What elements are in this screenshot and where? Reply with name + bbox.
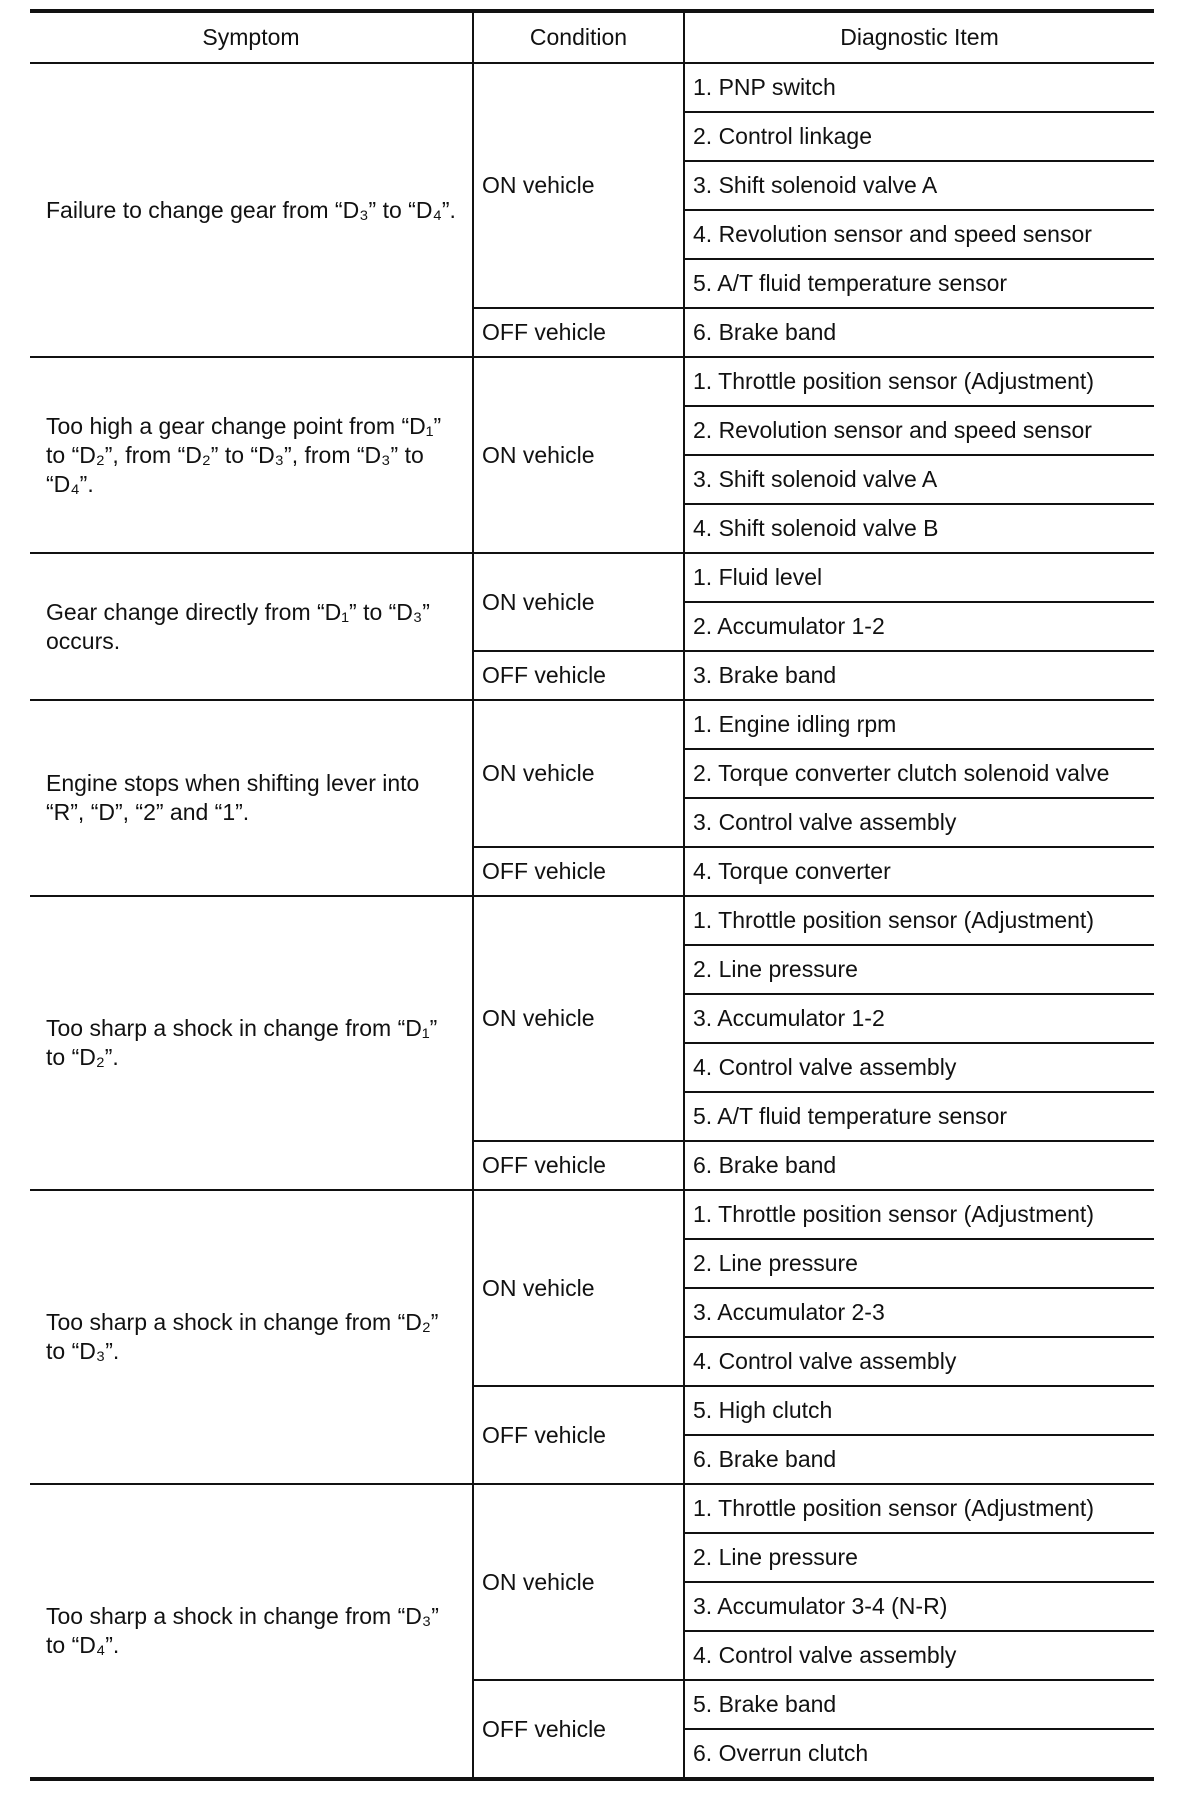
diagnostic-item-cell: 4. Control valve assembly (684, 1043, 1154, 1092)
header-diagnostic-item: Diagnostic Item (684, 11, 1154, 63)
diagnostic-item-cell: 2. Line pressure (684, 1239, 1154, 1288)
header-row (30, 11, 1154, 63)
diagnostic-item-cell: 6. Brake band (684, 1435, 1154, 1484)
condition-cell: ON vehicle (473, 553, 684, 651)
table-row (30, 553, 1154, 602)
diagnostic-item-cell: 4. Control valve assembly (684, 1337, 1154, 1386)
diagnostic-item-cell: 3. Accumulator 2-3 (684, 1288, 1154, 1337)
condition-cell: OFF vehicle (473, 308, 684, 357)
symptom-cell: Too sharp a shock in change from “D₂” to “D₃”. (30, 1190, 473, 1484)
table-row (30, 1190, 1154, 1239)
diagnostic-item-cell: 3. Brake band (684, 651, 1154, 700)
condition-cell: ON vehicle (473, 896, 684, 1141)
condition-cell: ON vehicle (473, 63, 684, 308)
condition-cell: OFF vehicle (473, 1141, 684, 1190)
diagnostic-item-cell: 3. Accumulator 3-4 (N-R) (684, 1582, 1154, 1631)
diagnostic-item-cell: 4. Control valve assembly (684, 1631, 1154, 1680)
diagnostic-item-cell: 3. Shift solenoid valve A (684, 455, 1154, 504)
diagnostic-item-cell: 2. Revolution sensor and speed sensor (684, 406, 1154, 455)
diagnostic-item-cell: 1. Throttle position sensor (Adjustment) (684, 357, 1154, 406)
condition-cell: OFF vehicle (473, 651, 684, 700)
diagnostic-item-cell: 6. Overrun clutch (684, 1729, 1154, 1779)
diagnostic-item-cell: 1. Throttle position sensor (Adjustment) (684, 1484, 1154, 1533)
diagnostic-item-cell: 3. Accumulator 1-2 (684, 994, 1154, 1043)
diagnostic-item-cell: 1. Fluid level (684, 553, 1154, 602)
symptom-cell: Too sharp a shock in change from “D₃” to “D₄”. (30, 1484, 473, 1779)
table-row (30, 357, 1154, 406)
condition-cell: ON vehicle (473, 357, 684, 553)
diagnostic-item-cell: 2. Line pressure (684, 1533, 1154, 1582)
diagnostic-item-cell: 5. High clutch (684, 1386, 1154, 1435)
condition-cell: ON vehicle (473, 700, 684, 847)
condition-cell: OFF vehicle (473, 847, 684, 896)
table-row (30, 896, 1154, 945)
table-row (30, 63, 1154, 112)
diagnostic-table (30, 9, 1154, 1781)
diagnostic-item-cell: 4. Shift solenoid valve B (684, 504, 1154, 553)
diagnostic-item-cell: 2. Torque converter clutch solenoid valve (684, 749, 1154, 798)
table-body (30, 63, 1154, 1779)
diagnostic-item-cell: 3. Shift solenoid valve A (684, 161, 1154, 210)
condition-cell: ON vehicle (473, 1484, 684, 1680)
diagnostic-item-cell: 3. Control valve assembly (684, 798, 1154, 847)
diagnostic-item-cell: 6. Brake band (684, 308, 1154, 357)
symptom-cell: Too high a gear change point from “D₁” to “D₂”, from “D₂” to “D₃”, from “D₃” to “D₄”. (30, 357, 473, 553)
header-symptom: Symptom (30, 11, 473, 63)
table-row (30, 1484, 1154, 1533)
diagnostic-item-cell: 1. Throttle position sensor (Adjustment) (684, 1190, 1154, 1239)
condition-cell: OFF vehicle (473, 1386, 684, 1484)
diagnostic-item-cell: 5. Brake band (684, 1680, 1154, 1729)
diagnostic-item-cell: 1. Engine idling rpm (684, 700, 1154, 749)
diagnostic-item-cell: 5. A/T fluid temperature sensor (684, 259, 1154, 308)
symptom-cell: Engine stops when shifting lever into “R”, “D”, “2” and “1”. (30, 700, 473, 896)
diagnostic-item-cell: 4. Torque converter (684, 847, 1154, 896)
symptom-cell: Gear change directly from “D₁” to “D₃” occurs. (30, 553, 473, 700)
diagnostic-item-cell: 1. PNP switch (684, 63, 1154, 112)
symptom-cell: Too sharp a shock in change from “D₁” to “D₂”. (30, 896, 473, 1190)
diagnostic-item-cell: 4. Revolution sensor and speed sensor (684, 210, 1154, 259)
header-condition: Condition (473, 11, 684, 63)
condition-cell: ON vehicle (473, 1190, 684, 1386)
diagnostic-item-cell: 5. A/T fluid temperature sensor (684, 1092, 1154, 1141)
diagnostic-item-cell: 2. Accumulator 1-2 (684, 602, 1154, 651)
diagnostic-item-cell: 2. Control linkage (684, 112, 1154, 161)
diagnostic-item-cell: 6. Brake band (684, 1141, 1154, 1190)
table-row (30, 700, 1154, 749)
condition-cell: OFF vehicle (473, 1680, 684, 1779)
symptom-cell: Failure to change gear from “D₃” to “D₄”. (30, 63, 473, 357)
diagnostic-item-cell: 1. Throttle position sensor (Adjustment) (684, 896, 1154, 945)
diagnostic-item-cell: 2. Line pressure (684, 945, 1154, 994)
